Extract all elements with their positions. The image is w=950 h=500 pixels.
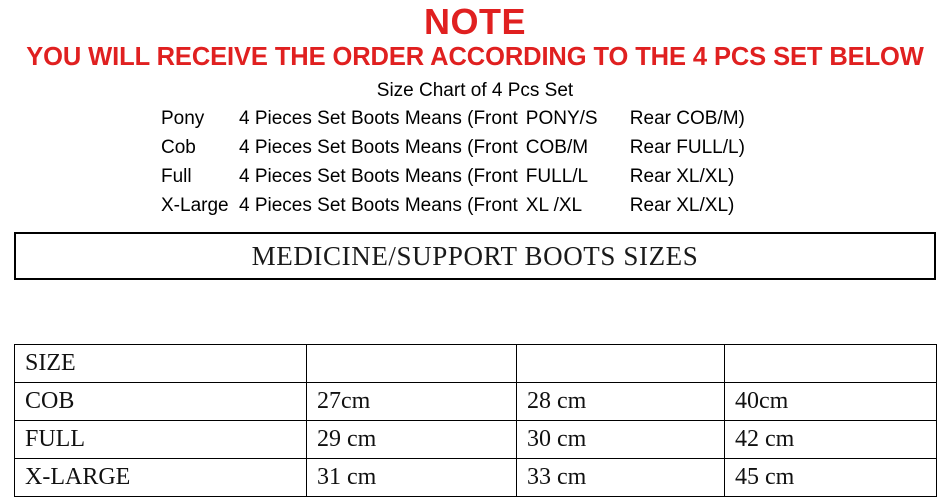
list-item: [161, 191, 801, 220]
set-means-text: 4 Pieces Set Boots Means (Front: [239, 137, 518, 158]
table-cell: 29 cm: [307, 421, 517, 459]
table-header-cell: [307, 345, 517, 383]
table-header-cell: SIZE: [15, 345, 307, 383]
section-banner-title: MEDICINE/SUPPORT BOOTS SIZES: [251, 240, 699, 271]
size-chart-caption: Size Chart of 4 Pcs Set: [376, 80, 574, 101]
table-cell: 42 cm: [725, 421, 937, 459]
list-item: [161, 133, 801, 162]
set-front-value: PONY/S: [525, 108, 598, 129]
list-item: [161, 104, 801, 133]
set-front-value: COB/M: [525, 137, 589, 158]
table-header-cell: [725, 345, 937, 383]
table-row: [15, 421, 937, 459]
set-means-text: 4 Pieces Set Boots Means (Front: [239, 166, 518, 187]
table-cell: FULL: [15, 421, 307, 459]
table-cell: COB: [15, 383, 307, 421]
set-rear-value: Rear XL/XL): [629, 195, 735, 216]
table-cell: 45 cm: [725, 459, 937, 497]
boots-sizes-table: [14, 344, 937, 497]
table-row: [15, 459, 937, 497]
list-item: [161, 162, 801, 191]
set-front-value: XL /XL: [525, 195, 583, 216]
table-cell: 27cm: [307, 383, 517, 421]
set-rear-value: Rear XL/XL): [629, 166, 735, 187]
set-front-value: FULL/L: [525, 166, 589, 187]
table-header-cell: [517, 345, 725, 383]
set-size-label: Cob: [161, 137, 196, 158]
table-cell: 40cm: [725, 383, 937, 421]
layout-spacer: [0, 280, 950, 344]
set-rear-value: Rear COB/M): [629, 108, 745, 129]
table-cell: 33 cm: [517, 459, 725, 497]
size-chart-document: [0, 2, 950, 500]
note-subtitle: YOU WILL RECEIVE THE ORDER ACCORDING TO THE 4 PCS SET BELOW: [26, 43, 924, 71]
set-size-label: X-Large: [161, 195, 229, 216]
table-cell: 31 cm: [307, 459, 517, 497]
set-description-list: [149, 104, 801, 220]
set-means-text: 4 Pieces Set Boots Means (Front: [239, 195, 518, 216]
table-cell: X-LARGE: [15, 459, 307, 497]
table-row: [15, 383, 937, 421]
set-rear-value: Rear FULL/L): [629, 137, 745, 158]
set-size-label: Pony: [161, 108, 205, 129]
set-size-label: Full: [161, 166, 192, 187]
note-title: NOTE: [423, 1, 526, 42]
set-means-text: 4 Pieces Set Boots Means (Front: [239, 108, 518, 129]
table-cell: 28 cm: [517, 383, 725, 421]
table-header-row: [15, 345, 937, 383]
section-banner: [14, 232, 936, 280]
table-cell: 30 cm: [517, 421, 725, 459]
